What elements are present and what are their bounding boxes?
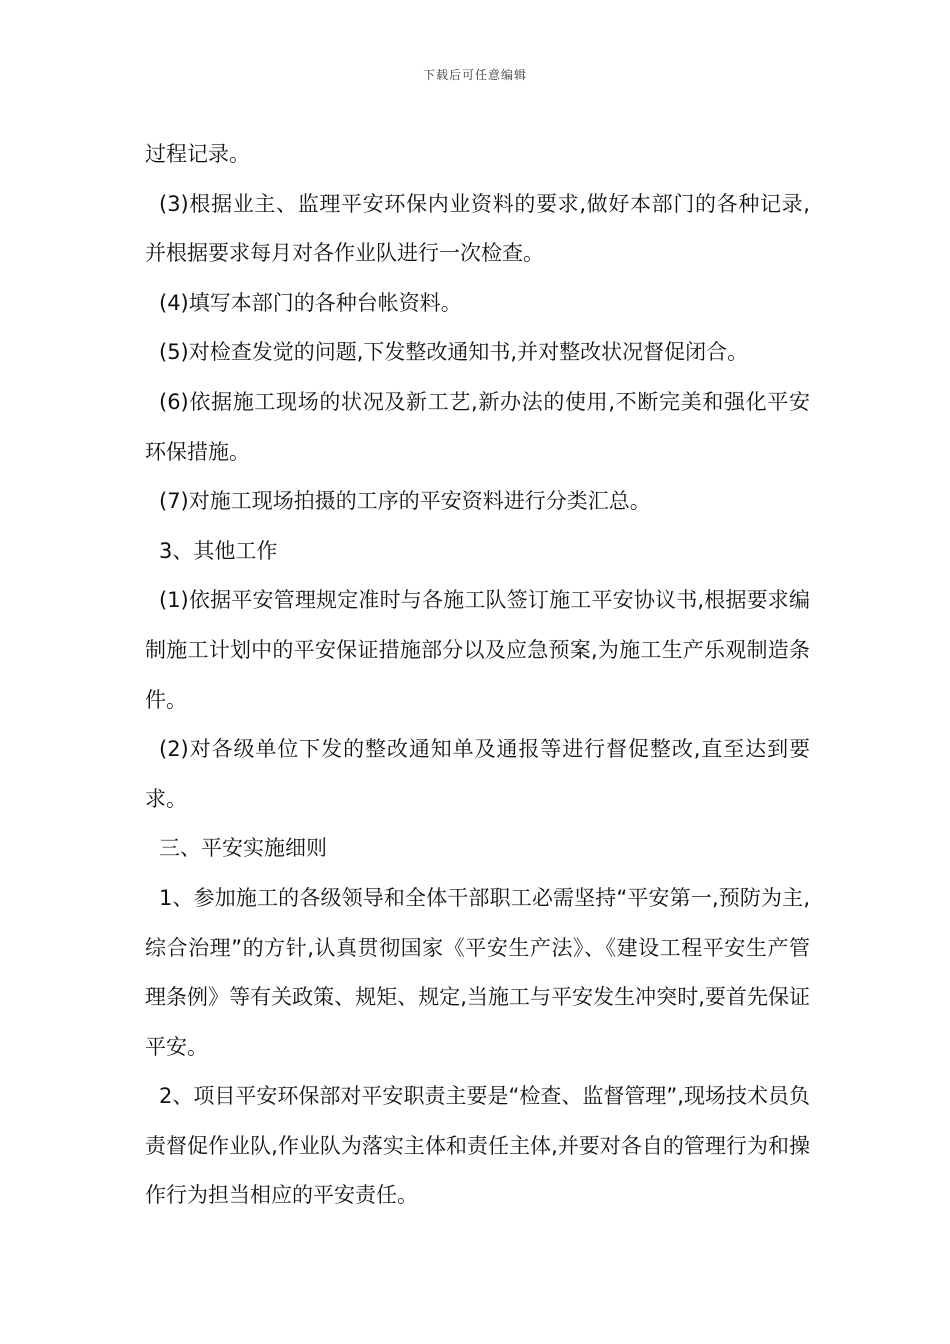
paragraph: (4)填写本部门的各种台帐资料。 [159, 290, 462, 315]
paragraph: 1、参加施工的各级领导和全体干部职工必需坚持“平安第一,预防为主,综合治理”的方针,认真贯彻国家《平安生产法》、《建设工程平安生产管理条例》等有关政策、规矩、规定,当施工与平安发生冲突时,要首先保证平安。 [145, 885, 810, 1059]
paragraph: 过程记录。 [145, 142, 250, 166]
paragraph: (2)对各级单位下发的整改通知单及通报等进行督促整改,直至达到要求。 [145, 737, 810, 811]
page-header: 下载后可任意编辑 [422, 68, 527, 82]
section-heading: 三、平安实施细则 [159, 836, 327, 861]
paragraph: (7)对施工现场拍摄的工序的平安资料进行分类汇总。 [159, 489, 651, 514]
paragraph: (5)对检查发觉的问题,下发整改通知书,并对整改状况督促闭合。 [159, 340, 749, 365]
paragraph: (6)依据施工现场的状况及新工艺,新办法的使用,不断完美和强化平安环保措施。 [145, 389, 810, 464]
paragraph: 2、项目平安环保部对平安职责主要是“检查、监督管理”,现场技术员负责督促作业队,作业队为落实主体和责任主体,并要对各自的管理行为和操作行为担当相应的平安责任。 [145, 1084, 810, 1208]
document-body [145, 130, 810, 1221]
paragraph: (3)根据业主、监理平安环保内业资料的要求,做好本部门的各种记录,并根据要求每月对各作业队进行一次检查。 [145, 191, 810, 266]
paragraph: (1)依据平安管理规定准时与各施工队签订施工平安协议书,根据要求编制施工计划中的平安保证措施部分以及应急预案,为施工生产乐观制造条件。 [145, 588, 810, 712]
section-heading: 3、其他工作 [159, 538, 278, 563]
